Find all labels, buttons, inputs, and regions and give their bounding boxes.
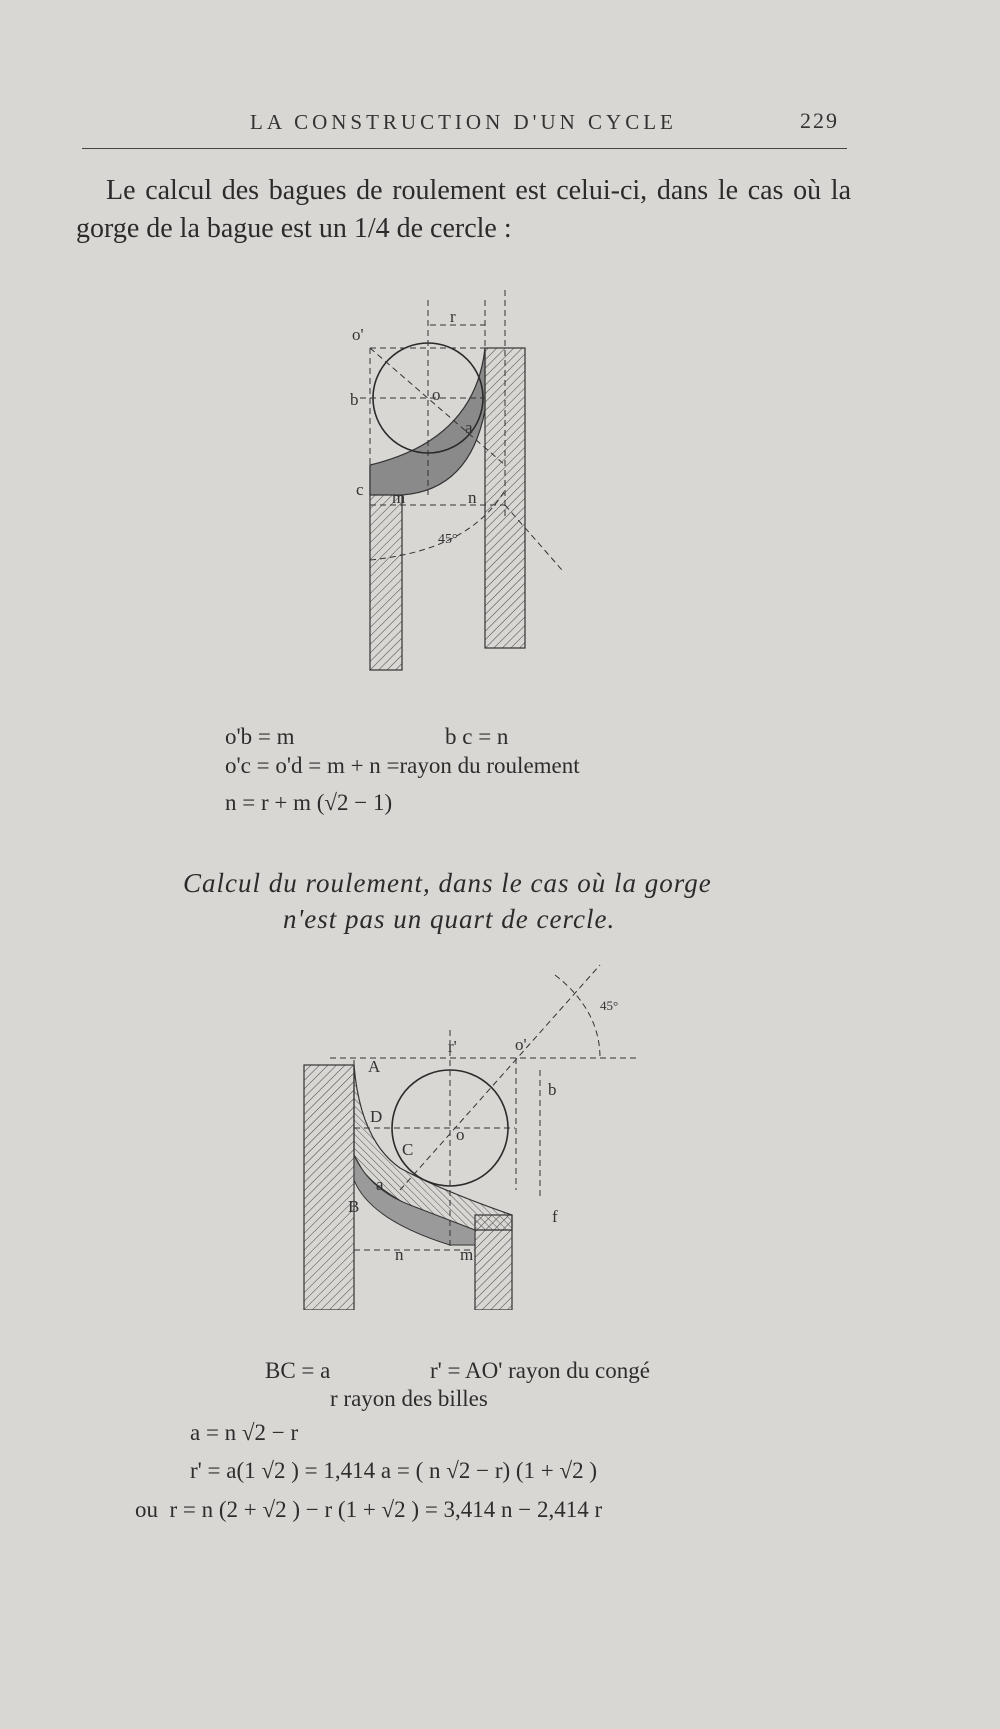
header-rule [82, 148, 847, 149]
fig2-label-angle: 45° [600, 998, 619, 1013]
eq1-line1-right: b c = n [445, 724, 509, 749]
fig1-label-m: m [392, 488, 406, 507]
eq2-line1-left: BC = a [265, 1358, 331, 1383]
fig2-label-m: m [460, 1245, 474, 1264]
fig2-label-b: b [548, 1080, 557, 1099]
fig1-label-o-prime: o' [352, 325, 364, 344]
fig1-label-a: a [465, 418, 473, 437]
intro-paragraph: Le calcul des bagues de roulement est celui-ci, dans le cas où la gorge de la bague est un 1/4 de cercle : [76, 175, 851, 244]
fig2-label-r-prime: r' [448, 1037, 457, 1056]
eq2-line5: ou r = n (2 + √2 ) − r (1 + √2 ) = 3,414 n − 2,414 r [135, 1497, 603, 1522]
fig2-label-D: D [370, 1107, 383, 1126]
caption-line2: n'est pas un quart de cercle. [283, 904, 616, 934]
fig1-label-r: r [450, 307, 456, 326]
fig2-label-n: n [395, 1245, 404, 1264]
eq2-line3: a = n √2 − r [190, 1420, 299, 1445]
fig1-label-angle: 45° [438, 532, 458, 547]
caption-line1: Calcul du roulement, dans le cas où la gorge [183, 868, 712, 898]
fig2-label-B: B [348, 1197, 360, 1216]
fig2-label-o: o [456, 1125, 465, 1144]
fig1-label-o: o [432, 385, 441, 404]
fig2-label-a: a [376, 1175, 384, 1194]
fig2-label-A: A [368, 1057, 381, 1076]
eq2-line1-right: r' = AO' rayon du congé [430, 1358, 650, 1383]
fig2-label-o-prime: o' [515, 1035, 527, 1054]
eq1-line1-left: o'b = m [225, 724, 295, 749]
figure2-drawing [290, 950, 670, 1310]
page-number: 229 [800, 108, 839, 133]
figure1-drawing [300, 290, 600, 690]
fig1-label-c: c [356, 480, 364, 499]
fig2-label-C: C [402, 1140, 414, 1159]
running-title: LA CONSTRUCTION D'UN CYCLE [250, 110, 677, 134]
eq2-line4: r' = a(1 √2 ) = 1,414 a = ( n √2 − r) (1 + √2 ) [190, 1458, 598, 1483]
eq1-line2: o'c = o'd = m + n =rayon du roulement [225, 753, 580, 778]
figure-non-quarter-groove [290, 950, 670, 1310]
eq1-line3: n = r + m (√2 − 1) [225, 790, 393, 815]
fig2-label-f: f [552, 1207, 558, 1226]
fig1-label-b: b [350, 390, 359, 409]
figure-quarter-circle-groove [300, 290, 600, 690]
eq2-line2: r rayon des billes [330, 1386, 488, 1411]
fig1-label-n: n [468, 488, 477, 507]
